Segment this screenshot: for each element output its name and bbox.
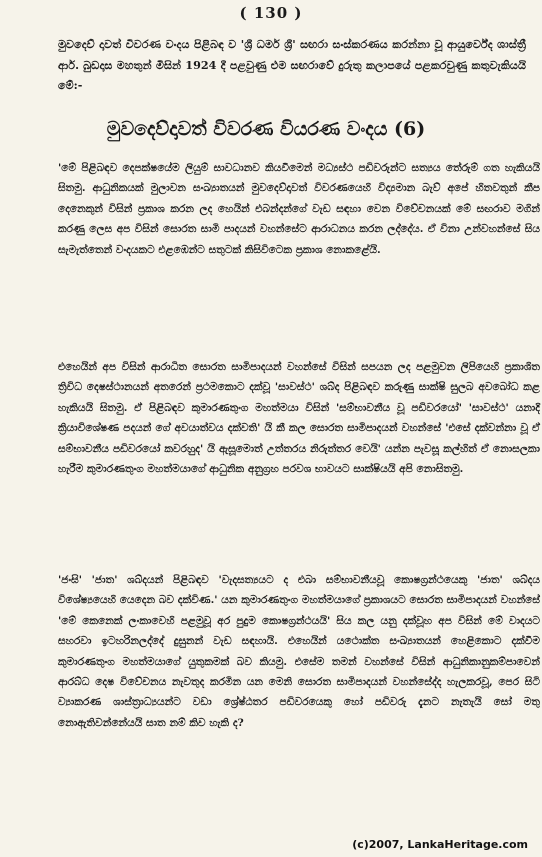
body-paragraph-2: එහෙයින් අප විසින් ආරාධිත සොරත සාමිපාදයන් වහන්සේ විසින් සපයන ලද පළමුවන ලිපියෙහි ප්‍රකාශිත ත්‍රිවිධ දෙෂස්ථානයන් අතරෙන් ප්‍රථමකොට දක්වූ 'සාවස්ථ' ශබ්ද පිළිබඳව කරුණු සාක්ෂි සුලබ අවබෝධ කළ හැකියයි සිතමු. ඒ පිළිබඳව කුමාරණතුංග මහත්මයා විසින් 'සම්භාවනීය වූ පඩිවරයෝ' 'සාවස්ථ' යනාදි ක්‍රියාවිශේෂණ පදයන් ගේ අවයාත්වය දක්වති' යි කී කල සොරත සාමිපාදයන් වහන්සේ 'එසේ දක්වන්නා වූ ඒ සම්භාවනීය පඩිවරයෝ කවරහුද' යි ඇසූමොත් උත්තරය නිරුත්තර වෙයි' යන්න පැවසූ කල්හිත් ඒ නොසලකා හැරීම කුමාරණතුංග මහත්මයාගේ ආධුනික අනුග්‍රහ පරවශ භාවයට සාක්ෂියයි අපි නොසිතමු. [58, 361, 540, 476]
section-heading: මුවදෙව්දාවත් විවරණ වියරණ වංදය (6) [106, 118, 426, 140]
intro-paragraph: මුවදෙව් දාවත් විවරණ වංදය පිළිබඳ ව 'ශ්‍රී ධර්ම ශ්‍රී' සඟරා සංස්කරණය කරන්නා වූ ආයුර්වේද ශාස්ත්‍රී ආර්. බුඩදාස මහතුන් මිසින් 1924 දී පළවුණු එම සඟරාවේ දුරුතු කලාපයේ පළකරවුණු කතුවැකියයි මේ:- [58, 37, 526, 92]
body-paragraph-3: 'ජංඝි' 'ජාත' ශබ්දයන් පිළිබඳව 'වැදසත්‍යයට ද එබා සම්භාවනීයවූ කොෂග්‍රන්ථයෙකු 'ජාත' ශබ්දය විශේෂ්‍යයෙහි යෙදෙන බව දක්විණ.' යන කුමාරණතුංග මහත්මයාගේ ප්‍රකාශයට සොරත සාමිපාදයන් වහන්සේ 'මේ කෙනෙක් ලංකාවෙහි පළමුවූ අර පුදුම කොෂග්‍රන්ථයයි' සිය කල යනු දක්වූහ අප විසින් මේ වාදයට සහරවා ඉටහරිනලද්දේ දුසුනන් වැඩ සඳහායි. එහෙයින් යථොක්ත සංඛ්‍යාතයන් හෙළිකොට දක්වීම කුමාරණතුංග මහත්මයාගේ යුතුකමක් බව කියමු. එසේම තමන් වහන්සේ විසින් ආධුනිකානුකම්පාවෙන් ආරබ්ධ දෙෂ විවේචනය නැවතුද කරමින යන මෙනි සොරත සාමිපාදයන් වහන්සේද්ද හැලකරවූ, පෙර සිටි ව්‍යාකරණ ශාස්ත්‍රාධ්‍යයන්ට වඩා ශ්‍රේෂ්ඨතර පඩිවරයෙකු හෝ පඩිවරු දැනට නැතැයි සෝ මතු නොඇතිවන්නේයයි සාත නම් කිව හැකි ද? [58, 574, 540, 729]
copyright-notice: (c)2007, LankaHeritage.com [352, 838, 528, 851]
body-paragraph-1: 'මේ පිළිබඳව දෙපක්ෂයේම ලියුම් සාවධානව කියවීමෙන් මධ්‍යස්ථ පඩිවරුන්ට සත්‍යය තේරුම් ගත හැකියයි සිතමු. ආධුනිකයක් මුලාවන සංඛ්‍යාතයන් මුවදෙව්දාවත් විවරණයෙහි විද්‍යමාන බැව් අපේ හිතවතුන් කීප දෙනෙකුන් විසින් ප්‍රකාශ කරන ලද හෙයින් එබන්දන්ගේ වැඩ සඳහා වෙන විවේචනයක් මේ සඟරාව මගින් කරණු ලෙස අප විසින් සොරත සාමි පාදයන් වහන්සේට ආරාධනය කරන ලද්දේය. ඒ විනා උන්වහන්සේ සිය සැමැත්තෙන් වංදයකට එළඹෙන්ට සතුටක් කිසිවිටෙක ප්‍රකාශ නොකළේයි. [58, 162, 540, 256]
page-number: ( 130 ) [239, 4, 303, 22]
